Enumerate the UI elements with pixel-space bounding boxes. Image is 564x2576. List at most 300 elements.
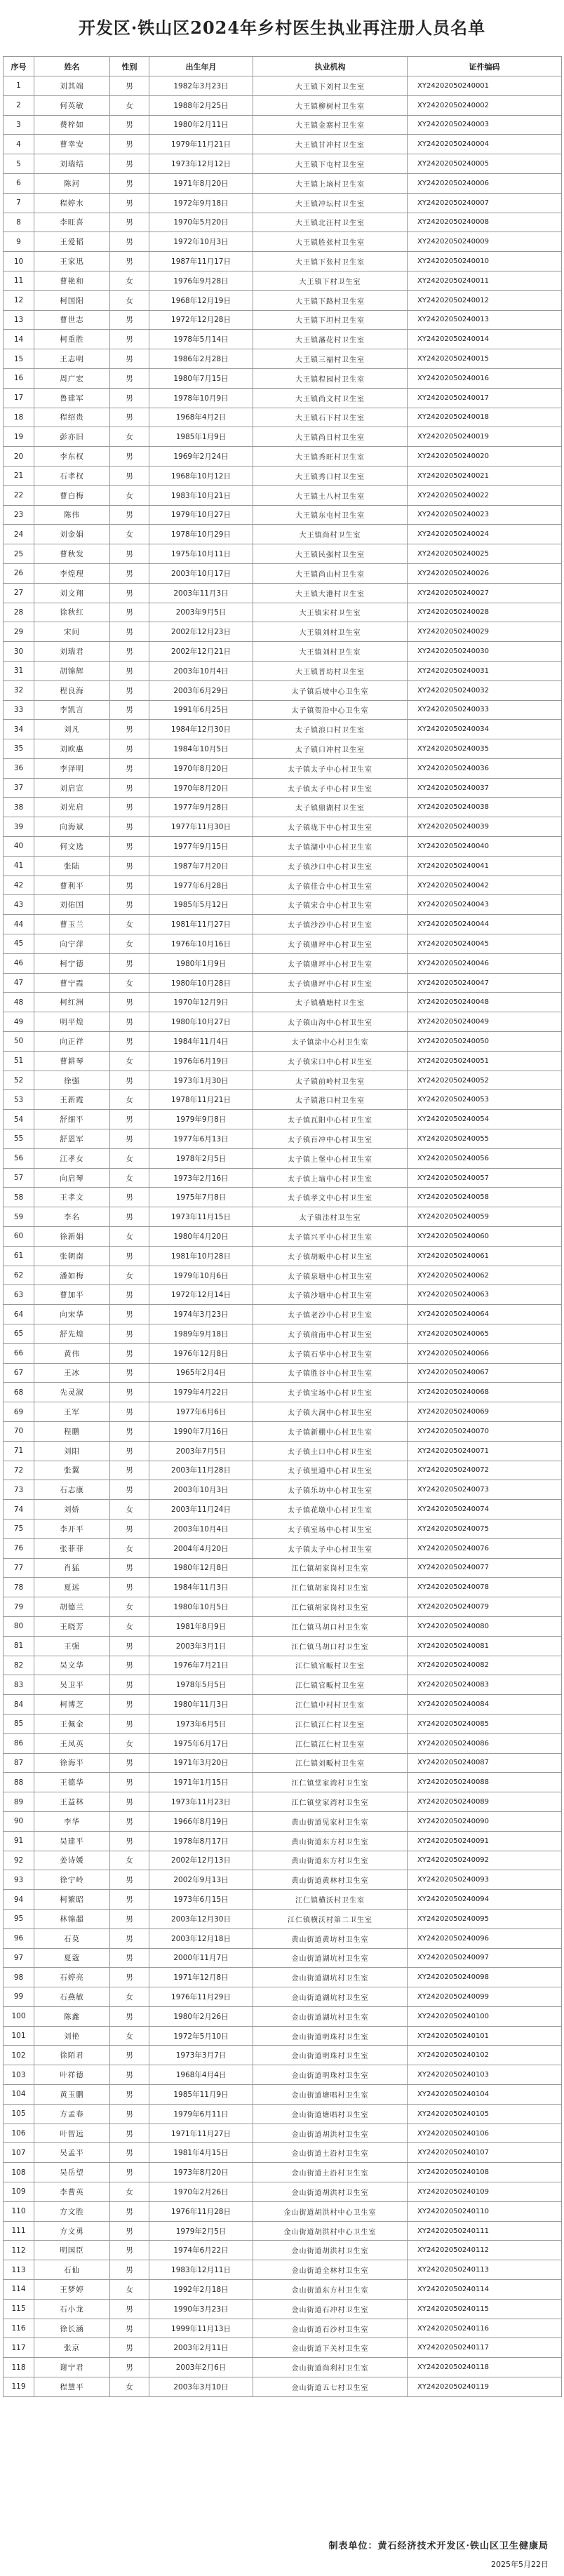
- table-row: [4, 1090, 562, 1110]
- cell-birthdate: 2003年12月30日: [149, 1909, 253, 1928]
- cell-birthdate: 2003年10月4日: [149, 661, 253, 680]
- cell-institution: 太子镇垅下中心村卫生室: [253, 817, 408, 837]
- cell-institution: 江仁镇胡家岗村卫生室: [253, 1597, 408, 1617]
- cell-index: 32: [4, 680, 34, 700]
- cell-birthdate: 2002年12月23日: [149, 622, 253, 642]
- cell-name: 向宋华: [34, 1305, 110, 1324]
- cell-name: 刘光启: [34, 798, 110, 817]
- cell-index: 66: [4, 1343, 34, 1363]
- cell-birthdate: 1980年4月20日: [149, 1227, 253, 1247]
- cell-certificate: XY24202050240014: [408, 330, 562, 349]
- table-row: [4, 563, 562, 583]
- cell-certificate: XY24202050240018: [408, 408, 562, 427]
- cell-name: 王新霞: [34, 1090, 110, 1110]
- cell-index: 40: [4, 837, 34, 857]
- table-row: [4, 1656, 562, 1675]
- cell-certificate: XY24202050240098: [408, 1968, 562, 1987]
- cell-institution: 太子镇上堡中心村卫生室: [253, 1148, 408, 1168]
- cell-index: 95: [4, 1909, 34, 1928]
- table-row: [4, 1051, 562, 1071]
- cell-certificate: XY24202050240090: [408, 1811, 562, 1831]
- table-row: [4, 1792, 562, 1812]
- cell-institution: 大王镇下路村卫生室: [253, 290, 408, 310]
- cell-index: 77: [4, 1558, 34, 1578]
- cell-institution: 江仁镇堂家湾村卫生室: [253, 1773, 408, 1792]
- cell-gender: 男: [110, 2338, 149, 2358]
- cell-institution: 太子镇横塘村卫生室: [253, 993, 408, 1012]
- cell-birthdate: 1971年11月27日: [149, 2124, 253, 2143]
- cell-gender: 男: [110, 1188, 149, 1207]
- cell-gender: 男: [110, 1071, 149, 1090]
- cell-institution: 大王镇尚文村卫生室: [253, 388, 408, 408]
- table-row: [4, 193, 562, 213]
- cell-index: 85: [4, 1714, 34, 1733]
- cell-certificate: XY24202050240065: [408, 1324, 562, 1344]
- table-row: [4, 1928, 562, 1948]
- cell-certificate: XY24202050240012: [408, 290, 562, 310]
- cell-birthdate: 1968年12月19日: [149, 290, 253, 310]
- cell-gender: 男: [110, 1636, 149, 1656]
- cell-gender: 男: [110, 1480, 149, 1500]
- cell-birthdate: 1971年8月20日: [149, 173, 253, 193]
- cell-certificate: XY24202050240067: [408, 1363, 562, 1383]
- table-row: [4, 1870, 562, 1890]
- cell-certificate: XY24202050240069: [408, 1402, 562, 1422]
- cell-index: 119: [4, 2377, 34, 2397]
- cell-gender: 女: [110, 95, 149, 115]
- cell-institution: 金山街道明珠村卫生室: [253, 2065, 408, 2085]
- cell-index: 72: [4, 1461, 34, 1480]
- cell-institution: 太子镇前岭村卫生室: [253, 1071, 408, 1090]
- cell-gender: 男: [110, 1968, 149, 1987]
- cell-index: 118: [4, 2358, 34, 2377]
- cell-index: 13: [4, 310, 34, 330]
- table-row: [4, 2280, 562, 2300]
- cell-name: 向海斌: [34, 817, 110, 837]
- cell-gender: 男: [110, 1831, 149, 1851]
- cell-institution: 大王镇石下村卫生室: [253, 408, 408, 427]
- cell-name: 方文胜: [34, 2201, 110, 2221]
- cell-name: 夏远: [34, 1578, 110, 1597]
- cell-name: 吴卫平: [34, 1675, 110, 1695]
- header-gender: 性别: [110, 57, 149, 76]
- cell-gender: 男: [110, 1578, 149, 1597]
- cell-birthdate: 1978年5月5日: [149, 1675, 253, 1695]
- cell-institution: 太子镇太子中心村卫生室: [253, 778, 408, 798]
- cell-birthdate: 1981年10月28日: [149, 1246, 253, 1266]
- cell-institution: 江仁镇胡家岗村卫生室: [253, 1578, 408, 1597]
- cell-index: 12: [4, 290, 34, 310]
- cell-certificate: XY24202050240101: [408, 2026, 562, 2046]
- cell-index: 10: [4, 252, 34, 271]
- cell-certificate: XY24202050240056: [408, 1148, 562, 1168]
- cell-birthdate: 1976年10月16日: [149, 934, 253, 954]
- cell-institution: 太子镇洼村卫生室: [253, 1207, 408, 1227]
- cell-certificate: XY24202050240040: [408, 837, 562, 857]
- cell-certificate: XY24202050240081: [408, 1636, 562, 1656]
- cell-institution: 大王镇三福村卫生室: [253, 349, 408, 369]
- cell-gender: 女: [110, 934, 149, 954]
- cell-index: 6: [4, 173, 34, 193]
- cell-certificate: XY24202050240092: [408, 1851, 562, 1870]
- cell-gender: 男: [110, 1402, 149, 1422]
- table-row: [4, 252, 562, 271]
- cell-certificate: XY24202050240073: [408, 1480, 562, 1500]
- cell-birthdate: 1977年11月30日: [149, 817, 253, 837]
- cell-gender: 女: [110, 2182, 149, 2202]
- cell-name: 张陆: [34, 856, 110, 876]
- cell-institution: 金山街道胡洪村卫生室: [253, 2182, 408, 2202]
- cell-gender: 女: [110, 1148, 149, 1168]
- cell-institution: 江仁镇官畈村卫生室: [253, 1675, 408, 1695]
- table-row: [4, 408, 562, 427]
- cell-index: 78: [4, 1578, 34, 1597]
- cell-birthdate: 1976年11月29日: [149, 1987, 253, 2007]
- table-row: [4, 1461, 562, 1480]
- table-row: [4, 1578, 562, 1597]
- table-row: [4, 2319, 562, 2338]
- cell-birthdate: 1985年1月9日: [149, 427, 253, 447]
- cell-institution: 太子镇山沟中心村卫生室: [253, 1012, 408, 1032]
- cell-index: 52: [4, 1071, 34, 1090]
- cell-birthdate: 1971年1月15日: [149, 1773, 253, 1792]
- table-row: [4, 1500, 562, 1520]
- cell-index: 92: [4, 1851, 34, 1870]
- cell-gender: 男: [110, 2201, 149, 2221]
- cell-index: 98: [4, 1968, 34, 1987]
- cell-index: 4: [4, 135, 34, 154]
- cell-institution: 黄山街道见家村卫生室: [253, 1811, 408, 1831]
- cell-institution: 太子镇沙塘中心村卫生室: [253, 1285, 408, 1305]
- cell-index: 112: [4, 2241, 34, 2260]
- table-row: [4, 1207, 562, 1227]
- cell-index: 37: [4, 778, 34, 798]
- cell-gender: 男: [110, 720, 149, 739]
- cell-gender: 女: [110, 1597, 149, 1617]
- table-row: [4, 1343, 562, 1363]
- cell-gender: 男: [110, 1363, 149, 1383]
- cell-name: 谢宁君: [34, 2358, 110, 2377]
- cell-birthdate: 2002年12月13日: [149, 1851, 253, 1870]
- cell-gender: 男: [110, 1714, 149, 1733]
- table-row: [4, 915, 562, 934]
- cell-institution: 太子镇石华中心村卫生室: [253, 1343, 408, 1363]
- table-row: [4, 1071, 562, 1090]
- cell-certificate: XY24202050240029: [408, 622, 562, 642]
- cell-index: 14: [4, 330, 34, 349]
- cell-birthdate: 2003年11月24日: [149, 1500, 253, 1520]
- cell-institution: 大王镇大港村卫生室: [253, 583, 408, 603]
- table-row: [4, 1480, 562, 1500]
- table-row: [4, 1402, 562, 1422]
- cell-name: 向正祥: [34, 1032, 110, 1052]
- cell-index: 87: [4, 1753, 34, 1773]
- cell-institution: 大王镇刘村卫生室: [253, 642, 408, 662]
- cell-gender: 男: [110, 1870, 149, 1890]
- table-row: [4, 2260, 562, 2280]
- cell-certificate: XY24202050240025: [408, 544, 562, 564]
- cell-institution: 太子镇宋合中心村卫生室: [253, 895, 408, 915]
- cell-gender: 男: [110, 1773, 149, 1792]
- cell-institution: 大王镇下屯村卫生室: [253, 154, 408, 174]
- cell-certificate: XY24202050240021: [408, 466, 562, 485]
- cell-birthdate: 2003年11月3日: [149, 583, 253, 603]
- cell-name: 石莫: [34, 1928, 110, 1948]
- cell-certificate: XY24202050240083: [408, 1675, 562, 1695]
- cell-birthdate: 1980年2月11日: [149, 115, 253, 135]
- cell-institution: 太子镇沙口中心村卫生室: [253, 856, 408, 876]
- cell-index: 65: [4, 1324, 34, 1344]
- cell-certificate: XY24202050240034: [408, 720, 562, 739]
- cell-institution: 大王镇胜张村卫生室: [253, 232, 408, 252]
- cell-name: 张京: [34, 2338, 110, 2358]
- cell-birthdate: 1987年11月17日: [149, 252, 253, 271]
- cell-name: 刘文翔: [34, 583, 110, 603]
- cell-birthdate: 2003年9月5日: [149, 603, 253, 622]
- cell-institution: 金山街道五七村卫生室: [253, 2377, 408, 2397]
- cell-gender: 男: [110, 680, 149, 700]
- table-row: [4, 1246, 562, 1266]
- cell-certificate: XY24202050240064: [408, 1305, 562, 1324]
- cell-name: 程鹏: [34, 1421, 110, 1441]
- cell-gender: 男: [110, 2065, 149, 2085]
- cell-certificate: XY24202050240055: [408, 1129, 562, 1149]
- cell-index: 84: [4, 1695, 34, 1715]
- table-row: [4, 1909, 562, 1928]
- cell-certificate: XY24202050240011: [408, 271, 562, 290]
- cell-institution: 江仁镇横沃村第二卫生室: [253, 1909, 408, 1928]
- table-row: [4, 388, 562, 408]
- cell-institution: 太子镇胜谷中心村卫生室: [253, 1363, 408, 1383]
- cell-name: 舒细平: [34, 1110, 110, 1129]
- cell-certificate: XY24202050240112: [408, 2241, 562, 2260]
- cell-institution: 金山街道湖坑村卫生室: [253, 2006, 408, 2026]
- cell-certificate: XY24202050240047: [408, 973, 562, 993]
- cell-birthdate: 1972年12月28日: [149, 310, 253, 330]
- table-row: [4, 2201, 562, 2221]
- cell-index: 15: [4, 349, 34, 369]
- table-row: [4, 95, 562, 115]
- header-certificate: 证件编码: [408, 57, 562, 76]
- cell-institution: 江仁镇江仁村卫生室: [253, 1714, 408, 1733]
- cell-index: 93: [4, 1870, 34, 1890]
- cell-name: 肖猛: [34, 1558, 110, 1578]
- cell-birthdate: 1968年4月4日: [149, 2065, 253, 2085]
- cell-index: 36: [4, 758, 34, 778]
- cell-gender: 男: [110, 349, 149, 369]
- cell-name: 向宁萍: [34, 934, 110, 954]
- cell-index: 80: [4, 1616, 34, 1636]
- cell-institution: 大王镇北汪村卫生室: [253, 213, 408, 232]
- cell-institution: 金山街道尚利村卫生室: [253, 2358, 408, 2377]
- cell-certificate: XY24202050240059: [408, 1207, 562, 1227]
- cell-birthdate: 2003年2月11日: [149, 2338, 253, 2358]
- cell-index: 9: [4, 232, 34, 252]
- cell-gender: 男: [110, 583, 149, 603]
- cell-name: 潘如梅: [34, 1266, 110, 1285]
- cell-name: 石仙: [34, 2260, 110, 2280]
- cell-name: 曹宁霞: [34, 973, 110, 993]
- cell-name: 曹艳和: [34, 271, 110, 290]
- cell-certificate: XY24202050240094: [408, 1890, 562, 1910]
- cell-birthdate: 1977年6月28日: [149, 876, 253, 895]
- cell-name: 黄伟: [34, 1343, 110, 1363]
- cell-gender: 男: [110, 1110, 149, 1129]
- cell-index: 67: [4, 1363, 34, 1383]
- cell-certificate: XY24202050240103: [408, 2065, 562, 2085]
- cell-certificate: XY24202050240108: [408, 2163, 562, 2182]
- cell-institution: 大王镇冲坛村卫生室: [253, 193, 408, 213]
- cell-birthdate: 2003年6月29日: [149, 680, 253, 700]
- cell-name: 程绍贵: [34, 408, 110, 427]
- table-row: [4, 2358, 562, 2377]
- cell-gender: 男: [110, 817, 149, 837]
- table-row: [4, 2046, 562, 2065]
- cell-gender: 男: [110, 1519, 149, 1538]
- cell-institution: 大王镇金寨村卫生室: [253, 115, 408, 135]
- cell-birthdate: 1979年4月22日: [149, 1383, 253, 1402]
- cell-gender: 男: [110, 544, 149, 564]
- cell-gender: 男: [110, 798, 149, 817]
- table-row: [4, 115, 562, 135]
- table-row: [4, 700, 562, 720]
- cell-birthdate: 2003年10月4日: [149, 1519, 253, 1538]
- cell-birthdate: 1965年2月4日: [149, 1363, 253, 1383]
- cell-birthdate: 1979年6月11日: [149, 2104, 253, 2124]
- table-row: [4, 1851, 562, 1870]
- cell-gender: 男: [110, 2221, 149, 2241]
- cell-birthdate: 1975年7月8日: [149, 1188, 253, 1207]
- cell-institution: 太子镇瓦阳中心村卫生室: [253, 1110, 408, 1129]
- cell-certificate: XY24202050240008: [408, 213, 562, 232]
- cell-birthdate: 1978年2月5日: [149, 1148, 253, 1168]
- cell-name: 陈鑫: [34, 2006, 110, 2026]
- table-row: [4, 135, 562, 154]
- cell-index: 101: [4, 2026, 34, 2046]
- cell-birthdate: 1972年9月18日: [149, 193, 253, 213]
- cell-index: 47: [4, 973, 34, 993]
- cell-name: 刘启宣: [34, 778, 110, 798]
- cell-index: 113: [4, 2260, 34, 2280]
- cell-gender: 男: [110, 1909, 149, 1928]
- cell-name: 彭亦旧: [34, 427, 110, 447]
- cell-name: 先灵淑: [34, 1383, 110, 1402]
- table-row: [4, 2085, 562, 2105]
- cell-institution: 大王镇上垴村卫生室: [253, 173, 408, 193]
- cell-index: 100: [4, 2006, 34, 2026]
- cell-name: 胡德兰: [34, 1597, 110, 1617]
- cell-institution: 金山街道明珠村卫生室: [253, 2046, 408, 2065]
- cell-gender: 男: [110, 1207, 149, 1227]
- cell-gender: 男: [110, 1558, 149, 1578]
- cell-institution: 太子镇宋口中心村卫生室: [253, 1051, 408, 1071]
- cell-name: 程慧平: [34, 2377, 110, 2397]
- header-institution: 执业机构: [253, 57, 408, 76]
- cell-certificate: XY24202050240045: [408, 934, 562, 954]
- table-row: [4, 720, 562, 739]
- table-row: [4, 680, 562, 700]
- cell-institution: 太子镇百冲中心村卫生室: [253, 1129, 408, 1149]
- cell-institution: 金山街道土沿村卫生室: [253, 2143, 408, 2163]
- header-name: 姓名: [34, 57, 110, 76]
- cell-gender: 男: [110, 330, 149, 349]
- cell-gender: 女: [110, 485, 149, 505]
- cell-gender: 男: [110, 642, 149, 662]
- cell-name: 江孝女: [34, 1148, 110, 1168]
- cell-certificate: XY24202050240009: [408, 232, 562, 252]
- cell-name: 李开平: [34, 1519, 110, 1538]
- cell-certificate: XY24202050240016: [408, 368, 562, 388]
- cell-index: 26: [4, 563, 34, 583]
- cell-index: 31: [4, 661, 34, 680]
- cell-certificate: XY24202050240113: [408, 2260, 562, 2280]
- cell-gender: 男: [110, 1948, 149, 1968]
- cell-birthdate: 1966年8月19日: [149, 1811, 253, 1831]
- cell-birthdate: 1971年12月8日: [149, 1968, 253, 1987]
- cell-name: 李旺喜: [34, 213, 110, 232]
- cell-name: 明平煌: [34, 1012, 110, 1032]
- cell-certificate: XY24202050240015: [408, 349, 562, 369]
- cell-certificate: XY24202050240097: [408, 1948, 562, 1968]
- cell-certificate: XY24202050240022: [408, 485, 562, 505]
- cell-index: 58: [4, 1188, 34, 1207]
- cell-certificate: XY24202050240035: [408, 739, 562, 759]
- cell-birthdate: 1980年1月9日: [149, 953, 253, 973]
- cell-certificate: XY24202050240099: [408, 1987, 562, 2007]
- cell-gender: 男: [110, 837, 149, 857]
- cell-birthdate: 1981年11月27日: [149, 915, 253, 934]
- table-row: [4, 1148, 562, 1168]
- cell-index: 75: [4, 1519, 34, 1538]
- cell-index: 38: [4, 798, 34, 817]
- cell-certificate: XY24202050240104: [408, 2085, 562, 2105]
- cell-index: 3: [4, 115, 34, 135]
- cell-index: 44: [4, 915, 34, 934]
- table-row: [4, 2124, 562, 2143]
- cell-index: 116: [4, 2319, 34, 2338]
- cell-certificate: XY24202050240020: [408, 447, 562, 467]
- cell-index: 97: [4, 1948, 34, 1968]
- cell-name: 向启琴: [34, 1168, 110, 1188]
- cell-birthdate: 1979年10月27日: [149, 505, 253, 525]
- table-row: [4, 1129, 562, 1149]
- cell-index: 81: [4, 1636, 34, 1656]
- cell-name: 徐强: [34, 1071, 110, 1090]
- cell-index: 70: [4, 1421, 34, 1441]
- cell-birthdate: 1978年10月29日: [149, 525, 253, 544]
- cell-index: 114: [4, 2280, 34, 2300]
- cell-gender: 男: [110, 310, 149, 330]
- cell-birthdate: 2003年12月18日: [149, 1928, 253, 1948]
- cell-institution: 大王镇宋村卫生室: [253, 603, 408, 622]
- table-row: [4, 778, 562, 798]
- cell-institution: 大王镇柳树村卫生室: [253, 95, 408, 115]
- cell-name: 何文选: [34, 837, 110, 857]
- table-row: [4, 583, 562, 603]
- cell-certificate: XY24202050240078: [408, 1578, 562, 1597]
- cell-index: 23: [4, 505, 34, 525]
- cell-name: 王孝文: [34, 1188, 110, 1207]
- cell-birthdate: 1970年8月20日: [149, 778, 253, 798]
- table-row: [4, 1441, 562, 1461]
- cell-institution: 大王镇东屯村卫生室: [253, 505, 408, 525]
- cell-name: 刘阳: [34, 1441, 110, 1461]
- cell-name: 徐宁岭: [34, 1870, 110, 1890]
- cell-institution: 金山街道土沿村卫生室: [253, 2163, 408, 2182]
- cell-gender: 女: [110, 290, 149, 310]
- cell-birthdate: 1977年9月15日: [149, 837, 253, 857]
- cell-institution: 江仁镇马胡口村卫生室: [253, 1636, 408, 1656]
